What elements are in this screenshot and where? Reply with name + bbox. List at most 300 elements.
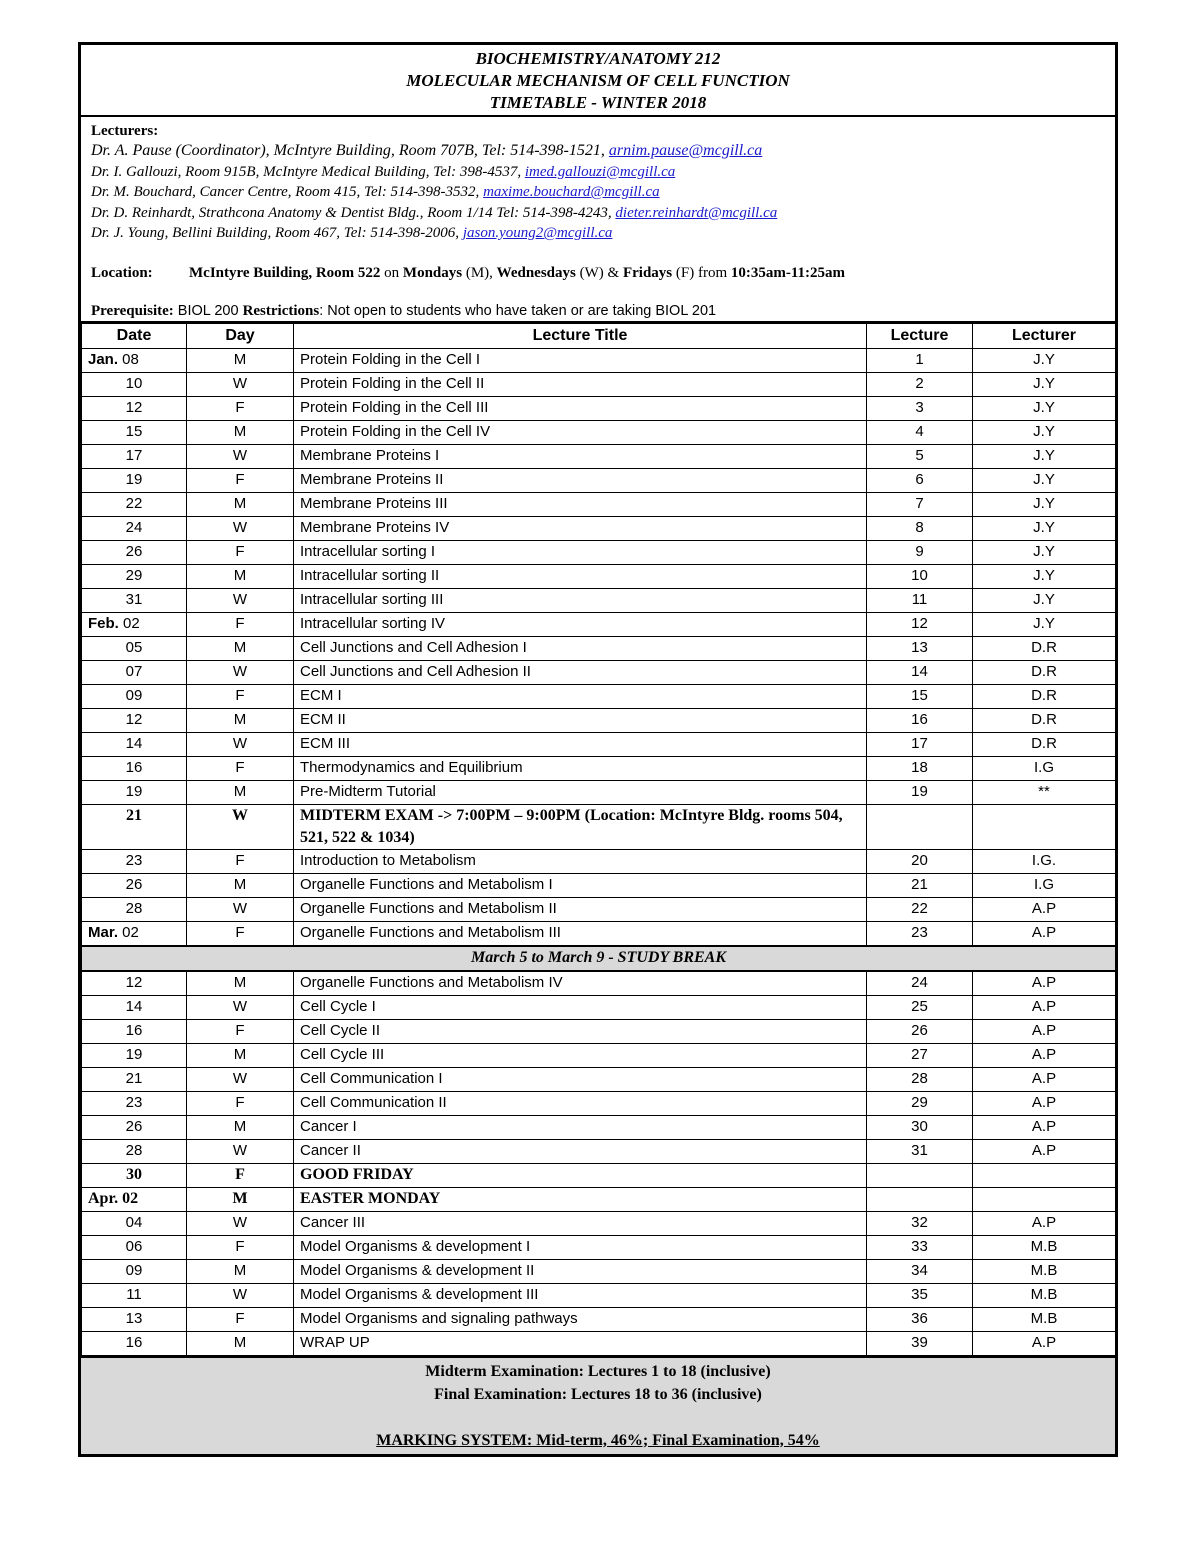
- cell-lecture-title: Cell Junctions and Cell Adhesion II: [294, 660, 867, 684]
- date-value: 09: [125, 1262, 143, 1279]
- schedule-row: [82, 660, 1116, 684]
- date-value: 09: [125, 687, 143, 704]
- cell-lecture-number: 30: [867, 1115, 973, 1139]
- cell-lecture-number: 34: [867, 1259, 973, 1283]
- cell-day: M: [187, 348, 294, 372]
- cell-lecturer: [973, 1163, 1116, 1187]
- schedule-row: [82, 921, 1116, 946]
- cell-lecture-title: Protein Folding in the Cell III: [294, 396, 867, 420]
- cell-lecture-number: 35: [867, 1283, 973, 1307]
- schedule-row: [82, 1115, 1116, 1139]
- cell-lecture-number: 4: [867, 420, 973, 444]
- schedule-row: [82, 1331, 1116, 1355]
- schedule-row: [82, 1187, 1116, 1211]
- cell-lecture-title: Organelle Functions and Metabolism II: [294, 897, 867, 921]
- date-value: 16: [125, 759, 143, 776]
- cell-lecture-title: GOOD FRIDAY: [294, 1163, 867, 1187]
- schedule-row: [82, 1139, 1116, 1163]
- column-header-lecture: Lecture: [867, 323, 973, 348]
- cell-lecture-number: 18: [867, 756, 973, 780]
- cell-lecture-number: 27: [867, 1043, 973, 1067]
- cell-day: F: [187, 1163, 294, 1187]
- cell-lecture-number: 33: [867, 1235, 973, 1259]
- schedule-row: [82, 971, 1116, 996]
- cell-day: W: [187, 1067, 294, 1091]
- date-value: 26: [125, 543, 143, 560]
- cell-lecturer: D.R: [973, 660, 1116, 684]
- cell-lecture-number: 26: [867, 1019, 973, 1043]
- cell-lecturer: A.P: [973, 971, 1116, 996]
- cell-lecturer: D.R: [973, 636, 1116, 660]
- cell-date: [82, 1235, 187, 1259]
- cell-lecturer: J.Y: [973, 492, 1116, 516]
- lecturers-label: Lecturers:: [91, 123, 159, 139]
- cell-lecture-number: 19: [867, 780, 973, 804]
- schedule-row: [82, 372, 1116, 396]
- cell-lecture-title: ECM II: [294, 708, 867, 732]
- cell-lecture-title: Intracellular sorting III: [294, 588, 867, 612]
- cell-day: M: [187, 708, 294, 732]
- cell-lecture-title: Membrane Proteins IV: [294, 516, 867, 540]
- cell-day: M: [187, 1043, 294, 1067]
- cell-lecture-title: MIDTERM EXAM -> 7:00PM – 9:00PM (Location: McIntyre Bldg. rooms 504, 521, 522 & 1034): [294, 804, 867, 849]
- cell-lecture-title: Model Organisms & development I: [294, 1235, 867, 1259]
- lecturer-email-link[interactable]: maxime.bouchard@mcgill.ca: [483, 184, 660, 200]
- location-text: (M),: [462, 264, 497, 281]
- cell-lecture-title: Cell Cycle II: [294, 1019, 867, 1043]
- date-value: 23: [125, 852, 143, 869]
- date-value: 14: [125, 998, 143, 1015]
- cell-lecturer: A.P: [973, 995, 1116, 1019]
- column-header-date: Date: [82, 323, 187, 348]
- cell-date: [82, 1067, 187, 1091]
- cell-date: [82, 588, 187, 612]
- cell-lecturer: A.P: [973, 921, 1116, 946]
- schedule-row: [82, 756, 1116, 780]
- location-line: [91, 263, 1105, 283]
- cell-date: [82, 995, 187, 1019]
- date-value: 07: [125, 663, 143, 680]
- timetable-document: [78, 42, 1118, 1457]
- cell-lecturer: J.Y: [973, 516, 1116, 540]
- cell-day: M: [187, 1259, 294, 1283]
- cell-lecture-number: 1: [867, 348, 973, 372]
- cell-lecturer: A.P: [973, 1139, 1116, 1163]
- cell-day: F: [187, 1235, 294, 1259]
- cell-lecturer: J.Y: [973, 420, 1116, 444]
- course-title: MOLECULAR MECHANISM OF CELL FUNCTION: [406, 71, 790, 90]
- cell-date: [82, 780, 187, 804]
- restrictions-text: : Not open to students who have taken or are taking BIOL 201: [319, 302, 717, 319]
- schedule-body-before-break: [82, 348, 1116, 946]
- cell-date: [82, 1019, 187, 1043]
- date-value: 14: [125, 735, 143, 752]
- cell-lecture-number: 15: [867, 684, 973, 708]
- column-header-lecture-title: Lecture Title: [294, 323, 867, 348]
- cell-lecturer: D.R: [973, 708, 1116, 732]
- cell-date: [82, 921, 187, 946]
- date-value: 13: [125, 1310, 143, 1327]
- cell-date: [82, 1139, 187, 1163]
- cell-date: [82, 660, 187, 684]
- cell-lecture-title: ECM III: [294, 732, 867, 756]
- cell-day: M: [187, 971, 294, 996]
- schedule-row: [82, 1091, 1116, 1115]
- location-fridays: Fridays: [622, 264, 673, 281]
- cell-date: [82, 684, 187, 708]
- cell-day: M: [187, 636, 294, 660]
- date-value: 29: [125, 567, 143, 584]
- cell-lecture-title: Model Organisms & development II: [294, 1259, 867, 1283]
- cell-lecturer: [973, 804, 1116, 849]
- month-label: Mar.: [88, 924, 119, 941]
- date-value: 08: [118, 351, 139, 368]
- cell-lecturer: J.Y: [973, 588, 1116, 612]
- prerequisite-course: BIOL 200: [173, 302, 243, 319]
- cell-lecture-title: Intracellular sorting II: [294, 564, 867, 588]
- cell-lecture-title: Cell Communication I: [294, 1067, 867, 1091]
- lecturer-details: Dr. A. Pause (Coordinator), McIntyre Building, Room 707B, Tel: 514-398-1521,: [91, 142, 609, 159]
- cell-day: F: [187, 684, 294, 708]
- date-value: 22: [125, 495, 143, 512]
- cell-lecture-number: 39: [867, 1331, 973, 1355]
- cell-lecture-title: Cell Cycle I: [294, 995, 867, 1019]
- date-value: 16: [125, 1334, 143, 1351]
- cell-lecture-number: 29: [867, 1091, 973, 1115]
- date-value: 02: [118, 615, 140, 632]
- cell-date: [82, 444, 187, 468]
- cell-lecture-number: 6: [867, 468, 973, 492]
- cell-date: [82, 1091, 187, 1115]
- cell-date: [82, 492, 187, 516]
- study-break-section: [82, 946, 1116, 971]
- schedule-body-after-break: [82, 971, 1116, 1356]
- cell-day: M: [187, 492, 294, 516]
- lecturer-details: Dr. D. Reinhardt, Strathcona Anatomy & Dentist Bldg., Room 1/14 Tel: 514-398-4243,: [91, 204, 616, 221]
- study-break-row: [82, 946, 1116, 971]
- schedule-row: [82, 636, 1116, 660]
- cell-lecturer: J.Y: [973, 540, 1116, 564]
- date-value: 31: [125, 591, 143, 608]
- schedule-row: [82, 444, 1116, 468]
- cell-lecture-number: 3: [867, 396, 973, 420]
- lecturer-email-link[interactable]: arnim.pause@mcgill.ca: [608, 142, 763, 159]
- cell-lecturer: I.G.: [973, 849, 1116, 873]
- cell-lecture-title: Introduction to Metabolism: [294, 849, 867, 873]
- cell-day: W: [187, 897, 294, 921]
- cell-lecture-number: 9: [867, 540, 973, 564]
- lecturer-entry: [91, 141, 1105, 162]
- cell-lecturer: A.P: [973, 1043, 1116, 1067]
- cell-lecturer: M.B: [973, 1307, 1116, 1331]
- cell-lecture-number: 23: [867, 921, 973, 946]
- date-value: 26: [125, 1118, 143, 1135]
- cell-lecturer: D.R: [973, 732, 1116, 756]
- cell-day: W: [187, 995, 294, 1019]
- cell-lecture-title: Membrane Proteins III: [294, 492, 867, 516]
- date-value: 17: [125, 447, 143, 464]
- schedule-row: [82, 492, 1116, 516]
- cell-lecturer: **: [973, 780, 1116, 804]
- schedule-row: [82, 1163, 1116, 1187]
- cell-lecture-number: 12: [867, 612, 973, 636]
- schedule-table: [81, 323, 1116, 1356]
- cell-date: [82, 1307, 187, 1331]
- date-value: 21: [125, 1070, 143, 1087]
- cell-day: M: [187, 564, 294, 588]
- cell-lecturer: A.P: [973, 1091, 1116, 1115]
- cell-lecturer: A.P: [973, 1331, 1116, 1355]
- cell-day: F: [187, 756, 294, 780]
- cell-lecture-title: Organelle Functions and Metabolism IV: [294, 971, 867, 996]
- date-value: 06: [125, 1238, 143, 1255]
- cell-day: M: [187, 780, 294, 804]
- cell-lecturer: A.P: [973, 1115, 1116, 1139]
- schedule-row: [82, 732, 1116, 756]
- date-value: 24: [125, 519, 143, 536]
- cell-lecture-number: 25: [867, 995, 973, 1019]
- cell-date: [82, 849, 187, 873]
- schedule-row: [82, 1283, 1116, 1307]
- schedule-row: [82, 540, 1116, 564]
- cell-lecture-number: [867, 1187, 973, 1211]
- cell-date: [82, 396, 187, 420]
- course-code: BIOCHEMISTRY/ANATOMY 212: [475, 49, 721, 68]
- location-time: 10:35am-11:25am: [730, 264, 846, 281]
- schedule-row: [82, 1019, 1116, 1043]
- lecturer-email-link[interactable]: imed.gallouzi@mcgill.ca: [524, 163, 676, 180]
- cell-date: [82, 708, 187, 732]
- lecturer-details: Dr. I. Gallouzi, Room 915B, McIntyre Medical Building, Tel: 398-4537,: [91, 163, 525, 180]
- cell-day: W: [187, 1139, 294, 1163]
- cell-date: [82, 1187, 187, 1211]
- cell-day: W: [187, 1211, 294, 1235]
- cell-lecture-number: 2: [867, 372, 973, 396]
- lecturer-list: [91, 141, 1105, 244]
- cell-day: F: [187, 1307, 294, 1331]
- course-info: [81, 117, 1115, 323]
- cell-day: F: [187, 1091, 294, 1115]
- cell-lecture-title: Protein Folding in the Cell I: [294, 348, 867, 372]
- cell-day: W: [187, 516, 294, 540]
- cell-date: [82, 540, 187, 564]
- cell-date: [82, 1211, 187, 1235]
- cell-lecturer: I.G: [973, 873, 1116, 897]
- cell-lecture-title: Model Organisms and signaling pathways: [294, 1307, 867, 1331]
- cell-lecture-title: Organelle Functions and Metabolism I: [294, 873, 867, 897]
- schedule-row: [82, 588, 1116, 612]
- cell-lecture-title: Organelle Functions and Metabolism III: [294, 921, 867, 946]
- cell-lecture-number: [867, 1163, 973, 1187]
- cell-day: M: [187, 420, 294, 444]
- schedule-row: [82, 1067, 1116, 1091]
- cell-lecture-title: Model Organisms & development III: [294, 1283, 867, 1307]
- prerequisite-label: Prerequisite:: [91, 302, 174, 319]
- cell-date: [82, 636, 187, 660]
- date-value: 19: [125, 1046, 143, 1063]
- lecturer-details: Dr. M. Bouchard, Cancer Centre, Room 415, Tel: 514-398-3532,: [91, 184, 484, 200]
- schedule-row: [82, 1211, 1116, 1235]
- cell-date: [82, 873, 187, 897]
- final-coverage: Final Examination: Lectures 18 to 36 (inclusive): [434, 1385, 762, 1403]
- cell-lecture-title: Membrane Proteins II: [294, 468, 867, 492]
- midterm-coverage: Midterm Examination: Lectures 1 to 18 (inclusive): [425, 1362, 771, 1380]
- date-value: 15: [125, 423, 143, 440]
- cell-lecturer: A.P: [973, 1019, 1116, 1043]
- cell-lecturer: J.Y: [973, 444, 1116, 468]
- cell-day: W: [187, 1283, 294, 1307]
- cell-day: F: [187, 1019, 294, 1043]
- cell-day: M: [187, 873, 294, 897]
- cell-lecture-title: Cell Communication II: [294, 1091, 867, 1115]
- cell-lecture-title: EASTER MONDAY: [294, 1187, 867, 1211]
- date-value: 02: [118, 1190, 139, 1207]
- date-value: 12: [125, 399, 143, 416]
- cell-lecture-title: Pre-Midterm Tutorial: [294, 780, 867, 804]
- cell-lecture-title: Cell Junctions and Cell Adhesion I: [294, 636, 867, 660]
- cell-lecture-title: Intracellular sorting IV: [294, 612, 867, 636]
- schedule-row: [82, 348, 1116, 372]
- cell-lecture-number: 10: [867, 564, 973, 588]
- schedule-row: [82, 708, 1116, 732]
- cell-day: M: [187, 1115, 294, 1139]
- cell-lecturer: A.P: [973, 1211, 1116, 1235]
- cell-lecture-title: Cell Cycle III: [294, 1043, 867, 1067]
- cell-lecture-number: 22: [867, 897, 973, 921]
- month-label: Feb.: [88, 615, 119, 632]
- column-header-day: Day: [187, 323, 294, 348]
- lecturer-entry: [91, 162, 1105, 183]
- cell-date: [82, 897, 187, 921]
- cell-lecture-number: 5: [867, 444, 973, 468]
- cell-lecture-title: Protein Folding in the Cell II: [294, 372, 867, 396]
- cell-lecturer: M.B: [973, 1259, 1116, 1283]
- cell-lecturer: J.Y: [973, 348, 1116, 372]
- cell-date: [82, 1115, 187, 1139]
- location-text: (F) from: [672, 264, 731, 281]
- cell-date: [82, 612, 187, 636]
- lecturer-email-link[interactable]: jason.young2@mcgill.ca: [462, 225, 613, 241]
- cell-lecture-number: 32: [867, 1211, 973, 1235]
- location-wednesdays: Wednesdays: [496, 264, 576, 281]
- cell-date: [82, 804, 187, 849]
- date-value: 21: [126, 806, 142, 824]
- date-value: 30: [126, 1166, 142, 1183]
- cell-lecture-number: 21: [867, 873, 973, 897]
- cell-lecture-number: 36: [867, 1307, 973, 1331]
- timetable-term: TIMETABLE - WINTER 2018: [489, 93, 707, 112]
- cell-date: [82, 732, 187, 756]
- lecturer-entry: [91, 203, 1105, 224]
- cell-date: [82, 1331, 187, 1355]
- cell-day: W: [187, 660, 294, 684]
- date-value: 04: [125, 1214, 143, 1231]
- cell-lecture-number: 13: [867, 636, 973, 660]
- exam-summary: [81, 1356, 1115, 1454]
- column-header-lecturer: Lecturer: [973, 323, 1116, 348]
- cell-day: W: [187, 372, 294, 396]
- cell-date: [82, 564, 187, 588]
- document-header: [81, 45, 1115, 117]
- lecturer-details: Dr. J. Young, Bellini Building, Room 467, Tel: 514-398-2006,: [91, 225, 463, 241]
- prerequisite-line: [91, 301, 1105, 321]
- schedule-row: [82, 804, 1116, 849]
- cell-date: [82, 1163, 187, 1187]
- cell-date: [82, 468, 187, 492]
- cell-lecture-number: [867, 804, 973, 849]
- cell-day: F: [187, 468, 294, 492]
- schedule-row: [82, 1235, 1116, 1259]
- cell-lecture-title: Thermodynamics and Equilibrium: [294, 756, 867, 780]
- schedule-row: [82, 516, 1116, 540]
- cell-lecture-number: 16: [867, 708, 973, 732]
- schedule-row: [82, 684, 1116, 708]
- cell-lecture-number: 31: [867, 1139, 973, 1163]
- cell-lecturer: M.B: [973, 1283, 1116, 1307]
- schedule-row: [82, 612, 1116, 636]
- schedule-row: [82, 873, 1116, 897]
- date-value: 19: [125, 783, 143, 800]
- cell-lecture-title: Cancer III: [294, 1211, 867, 1235]
- location-text: on: [380, 264, 403, 281]
- cell-lecturer: J.Y: [973, 396, 1116, 420]
- restrictions-label: Restrictions: [242, 302, 320, 319]
- date-value: 23: [125, 1094, 143, 1111]
- cell-lecturer: D.R: [973, 684, 1116, 708]
- cell-lecturer: J.Y: [973, 468, 1116, 492]
- cell-lecturer: J.Y: [973, 612, 1116, 636]
- cell-date: [82, 516, 187, 540]
- location-mondays: Mondays: [402, 264, 463, 281]
- lecturer-email-link[interactable]: dieter.reinhardt@mcgill.ca: [615, 204, 778, 221]
- cell-lecturer: A.P: [973, 1067, 1116, 1091]
- cell-lecture-number: 28: [867, 1067, 973, 1091]
- cell-lecture-number: 8: [867, 516, 973, 540]
- cell-lecture-title: Cancer II: [294, 1139, 867, 1163]
- cell-day: W: [187, 444, 294, 468]
- date-value: 16: [125, 1022, 143, 1039]
- date-value: 10: [125, 375, 143, 392]
- cell-lecture-title: Cancer I: [294, 1115, 867, 1139]
- month-label: Apr.: [88, 1190, 119, 1207]
- cell-lecture-title: Protein Folding in the Cell IV: [294, 420, 867, 444]
- lecturer-entry: [91, 182, 1105, 203]
- schedule-row: [82, 1043, 1116, 1067]
- date-value: 11: [126, 1286, 142, 1303]
- date-value: 28: [125, 900, 143, 917]
- cell-lecturer: M.B: [973, 1235, 1116, 1259]
- cell-day: M: [187, 1331, 294, 1355]
- marking-system: MARKING SYSTEM: Mid-term, 46%; Final Examination, 54%: [376, 1431, 820, 1449]
- cell-date: [82, 1283, 187, 1307]
- cell-lecturer: A.P: [973, 897, 1116, 921]
- cell-lecture-title: ECM I: [294, 684, 867, 708]
- schedule-row: [82, 995, 1116, 1019]
- cell-lecturer: [973, 1187, 1116, 1211]
- schedule-row: [82, 420, 1116, 444]
- cell-lecture-number: 14: [867, 660, 973, 684]
- schedule-row: [82, 849, 1116, 873]
- date-value: 19: [125, 471, 143, 488]
- cell-date: [82, 1043, 187, 1067]
- cell-day: F: [187, 849, 294, 873]
- schedule-row: [82, 468, 1116, 492]
- cell-lecturer: I.G: [973, 756, 1116, 780]
- date-value: 12: [125, 974, 143, 991]
- cell-lecture-number: 7: [867, 492, 973, 516]
- cell-date: [82, 420, 187, 444]
- cell-lecture-title: Intracellular sorting I: [294, 540, 867, 564]
